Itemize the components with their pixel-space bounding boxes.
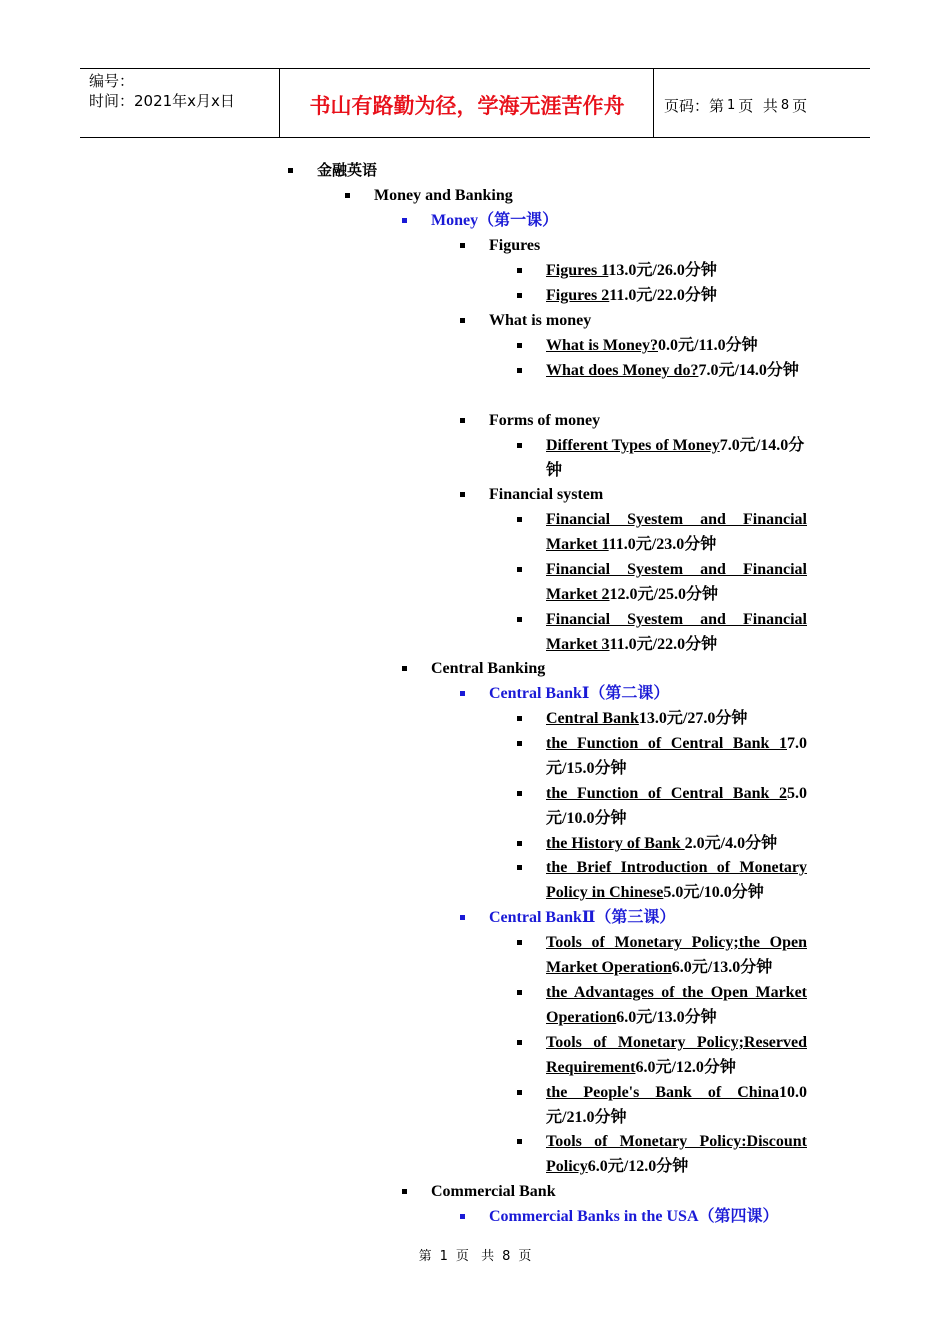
lesson-link[interactable]: Different Types of Money	[546, 437, 720, 454]
lesson-link[interactable]: What is Money?	[546, 337, 658, 354]
code-label: 编号：	[89, 72, 135, 90]
header-meta-cell	[80, 69, 280, 137]
list-item[interactable]: Tools of Monetary Policy:Discount Policy6.0元/12.0分钟	[546, 1129, 807, 1179]
list-item[interactable]: Figures 113.0元/26.0分钟	[546, 258, 717, 283]
lesson-link[interactable]: Financial Syestem and Financial Market 1	[546, 511, 807, 553]
lesson-3-heading[interactable]: Central BankⅡ（第三课）	[489, 905, 675, 930]
list-item[interactable]: Different Types of Money7.0元/14.0分钟	[546, 433, 807, 483]
topic-figures: Figures	[489, 233, 540, 258]
list-item[interactable]: Central Bank13.0元/27.0分钟	[546, 706, 747, 731]
lesson-link[interactable]: the People's Bank of China	[546, 1084, 779, 1101]
outline-money-banking: Money and Banking	[374, 183, 513, 208]
page-prefix: 页码：第	[664, 96, 725, 115]
list-item[interactable]: the History of Bank 2.0元/4.0分钟	[546, 831, 777, 856]
lesson-link[interactable]: the Function of Central Bank 2	[546, 785, 787, 802]
list-item[interactable]: the Brief Introduction of Monetary Policy in Chinese5.0元/10.0分钟	[546, 855, 807, 905]
topic-forms-of-money: Forms of money	[489, 408, 600, 433]
motto: 书山有路勤为径，学海无涯苦作舟	[281, 69, 654, 137]
topic-what-is-money: What is money	[489, 308, 591, 333]
page-suffix: 页	[792, 96, 808, 115]
lesson-link[interactable]: the Brief Introduction of Monetary Policy in Chinese	[546, 859, 807, 901]
list-item[interactable]: the Advantages of the Open Market Operation6.0元/13.0分钟	[546, 980, 807, 1030]
lesson-link[interactable]: the Function of Central Bank 1	[546, 735, 787, 752]
list-item[interactable]: Financial Syestem and Financial Market 311.0元/22.0分钟	[546, 607, 807, 657]
topic-financial-system: Financial system	[489, 482, 603, 507]
lesson-4-heading[interactable]: Commercial Banks in the USA（第四课）	[489, 1204, 779, 1229]
lesson-link[interactable]: Tools of Monetary Policy;the Open Market Operation	[546, 934, 807, 976]
lesson-link[interactable]: Financial Syestem and Financial Market 2	[546, 561, 807, 603]
page-footer: 第 1 页 共 8 页	[418, 1249, 532, 1264]
time-label: 时间：2021年x月x日	[89, 92, 235, 110]
page-indicator	[664, 69, 807, 139]
lesson-link[interactable]: the Advantages of the Open Market Operation	[546, 984, 807, 1026]
document-header	[80, 68, 870, 138]
list-item[interactable]: the People's Bank of China10.0元/21.0分钟	[546, 1080, 807, 1130]
lesson-1-heading[interactable]: Money（第一课）	[431, 208, 558, 233]
lesson-link[interactable]: Tools of Monetary Policy;Reserved Requirement	[546, 1034, 807, 1076]
lesson-link[interactable]: the History of Bank	[546, 835, 685, 852]
page-mid: 页 共	[738, 96, 778, 115]
lesson-link[interactable]: Financial Syestem and Financial Market 3	[546, 611, 807, 653]
list-item[interactable]: Tools of Monetary Policy;Reserved Requirement6.0元/12.0分钟	[546, 1030, 807, 1080]
lesson-link[interactable]: Tools of Monetary Policy:Discount Policy	[546, 1133, 807, 1175]
outline-central-banking: Central Banking	[431, 656, 545, 681]
list-item[interactable]: Financial Syestem and Financial Market 111.0元/23.0分钟	[546, 507, 807, 557]
page-number: 1	[727, 97, 736, 113]
lesson-2-heading[interactable]: Central BankⅠ（第二课）	[489, 681, 669, 706]
list-item[interactable]: What does Money do?7.0元/14.0分钟	[546, 358, 807, 383]
lesson-link[interactable]: What does Money do?	[546, 362, 699, 379]
list-item[interactable]: Tools of Monetary Policy;the Open Market Operation6.0元/13.0分钟	[546, 930, 807, 980]
lesson-link[interactable]: Central Bank	[546, 710, 639, 727]
lesson-link[interactable]: Figures 2	[546, 287, 610, 304]
list-item[interactable]: the Function of Central Bank 25.0元/10.0分钟	[546, 781, 807, 831]
outline-commercial-bank: Commercial Bank	[431, 1179, 556, 1204]
page-total: 8	[780, 97, 790, 113]
list-item[interactable]: Figures 211.0元/22.0分钟	[546, 283, 717, 308]
lesson-link[interactable]: Figures 1	[546, 262, 609, 279]
list-item[interactable]: Financial Syestem and Financial Market 212.0元/25.0分钟	[546, 557, 807, 607]
list-item[interactable]: What is Money?0.0元/11.0分钟	[546, 333, 758, 358]
outline-root: 金融英语	[317, 158, 377, 183]
list-item[interactable]: the Function of Central Bank 17.0元/15.0分钟	[546, 731, 807, 781]
